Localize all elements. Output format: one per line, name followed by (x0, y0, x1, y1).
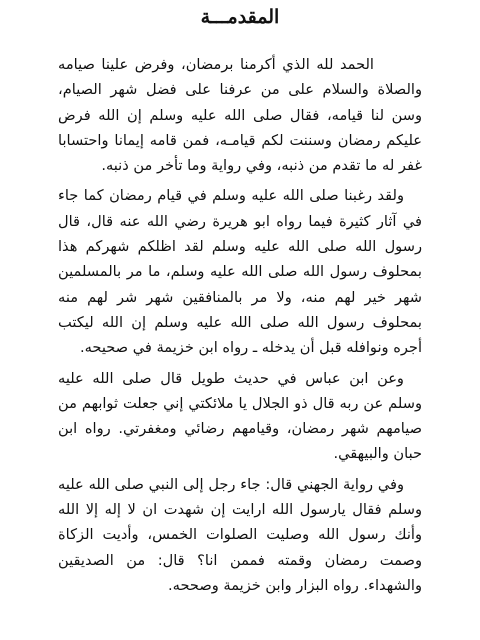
paragraph-line: بمحلوف رسول الله صلى الله عليه وسلم إن الله ليكتب (58, 313, 422, 331)
paragraph-line: وفي رواية الجهني قال: جاء رجل إلى النبي صلى الله (88, 475, 405, 493)
paragraph-line: شهر خير لهم منه، ولا مر بالمنافقين شهر شر لهم منه (58, 288, 422, 306)
paragraph-line: الزكاة وصمت رمضان وقمته فممن انا؟ قال: من (58, 526, 422, 569)
paragraph-line: بمحلوف رسول الله صلى الله عليه وسلم، ما مر بالمسلمين (58, 263, 422, 281)
paragraph-line: عليه وسلم فقال يارسول الله ارايت إن شهدت ان لا إله (58, 475, 423, 519)
paragraph-4 (58, 472, 422, 598)
paragraph-line: واحتسابا غفر له ما تقدم من ذنبه، وفي رواية وما تأخر من (58, 131, 422, 175)
paragraph-line: عليكم رمضان وسننت لكم قيامـه، فمن قامه إيمانا (114, 131, 422, 149)
paragraph-3 (58, 366, 422, 467)
paragraph-line: وسلم عن ربه قال ذو الجلال يا ملائكتي إني جعلت ثوابهم (81, 394, 422, 412)
page-heading: المقدمـــة (200, 6, 280, 28)
paragraph-line: إلا الله وأنك رسول الله وصليت الصلوات الخمس، وأديت (58, 501, 422, 544)
paragraph-line: جاء في آثار كثيرة فيما رواه ابو هريرة رضي الله عنه قال، (58, 187, 422, 230)
paragraph-line: أجره ونوافله قبل أن يدخله ـ رواه ابن خزيمة في (132, 339, 422, 357)
paragraph-line: والصلاة والسلام على من عرفنا على فضل شهر الصيام، (58, 81, 422, 99)
body-text (58, 52, 422, 598)
paragraph-2 (58, 183, 422, 360)
paragraph-1 (58, 52, 422, 178)
heading-container (58, 4, 422, 30)
paragraph-line: صحيحه. (79, 339, 129, 357)
paragraph-line: الصديقين والشهداء. رواه البزار وابن خزيمة وصححه. (58, 551, 422, 594)
paragraph-line: ذنبه. (101, 157, 129, 175)
paragraph-line: وسن لنا قيامه، فقال صلى الله عليه وسلم إن الله فرض (58, 106, 422, 124)
paragraph-line: رواه ابن حبان والبيهقي. (58, 420, 422, 463)
paragraph-line: ولقد رغبنا صلى الله عليه وسلم في قيام رمضان كما (83, 187, 404, 205)
paragraph-line: وعن ابن عباس في حديث طويل قال صلى الله عليه (58, 369, 404, 387)
paragraph-line: من صيامهم شهر رمضان، وقيامهم رضائي ومغفرتي. (58, 394, 422, 438)
paragraph-line: الحمد لله الذي أكرمنا برمضان، وفرض علينا صيامه (58, 56, 374, 73)
paragraph-line: قال رسول الله صلى الله عليه وسلم لقد اظلكم شهركم هذا (58, 212, 422, 256)
